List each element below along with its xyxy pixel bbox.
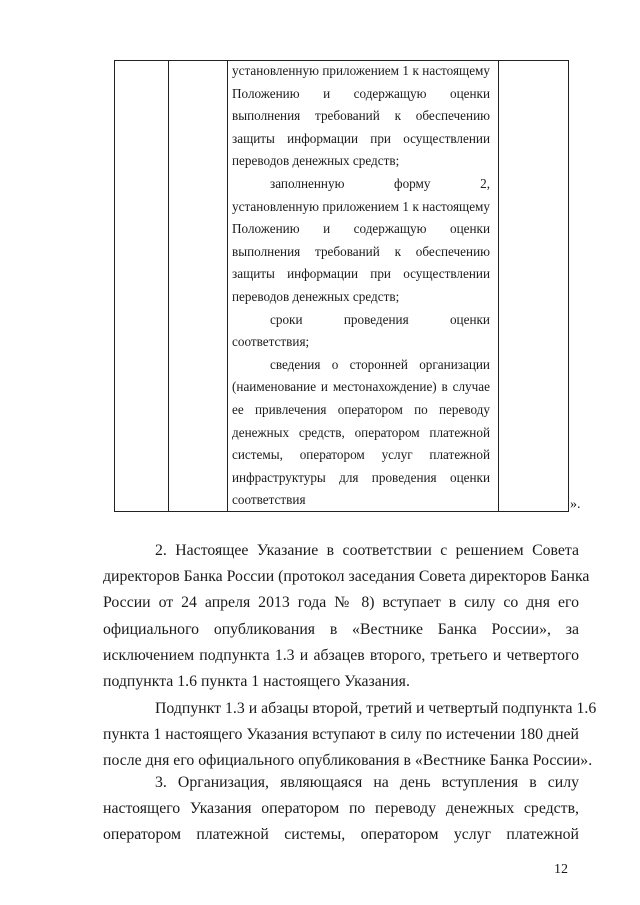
cell-line: сроки проведения оценки [270, 311, 490, 327]
cell-line: выполнения требований к обеспечению [232, 243, 490, 259]
table-column-line [498, 60, 499, 512]
cell-line: переводов денежных средств; [232, 153, 400, 169]
cell-line: Положению и содержащую оценки [232, 85, 490, 101]
paragraph-effective-date [103, 538, 590, 695]
cell-line: соответствия; [232, 334, 310, 350]
cell-line: защиты информации при осуществлении [232, 266, 490, 282]
cell-line: установленную приложением 1 к настоящему [232, 63, 490, 78]
paragraph-line: 2. Настоящее Указание в соответствии с решением Совета [155, 542, 579, 559]
cell-line: соответствия [232, 492, 306, 508]
cell-line: установленную приложением 1 к настоящему [232, 198, 490, 214]
table-cell-text [232, 60, 490, 512]
paragraph-line: после дня его официального опубликования в «Вестнике Банка России». [103, 752, 593, 770]
paragraph-line: пункта 1 настоящего Указания вступают в силу по истечении 180 дней [103, 726, 579, 744]
cell-line: заполненную форму 2, [270, 175, 490, 191]
cell-line: Положению и содержащую оценки [232, 221, 490, 237]
cell-line: денежных средств, оператором платежной [232, 424, 490, 440]
paragraph-organization [103, 770, 579, 849]
paragraph-line: директоров Банка России (протокол заседания Совета директоров Банка [103, 568, 590, 586]
cell-line: (наименование и местонахождение) в случае [232, 379, 490, 395]
paragraph-line: подпункта 1.6 пункта 1 настоящего Указания. [103, 673, 410, 691]
cell-line: защиты информации при осуществлении [232, 130, 490, 146]
paragraph-line: оператором платежной системы, оператором услуг платежной [103, 826, 579, 844]
paragraph-line: 3. Организация, являющаяся на день вступления в силу [155, 774, 579, 791]
paragraph-line: Подпункт 1.3 и абзацы второй, третий и четвертый подпункта 1.6 [155, 700, 597, 717]
cell-line: сведения о сторонней организации [270, 356, 490, 372]
table-column-line [168, 60, 169, 512]
paragraph-line: исключением подпункта 1.3 и абзацев второго, третьего и четвертого [103, 646, 579, 664]
page-number: 12 [554, 862, 568, 877]
cell-line: системы, оператором услуг платежной [232, 447, 490, 463]
cell-line: инфраструктуры для проведения оценки [232, 469, 490, 485]
paragraph-line: России от 24 апреля 2013 года № 8) вступает в силу со дня его [103, 594, 579, 612]
table-column-line [227, 60, 228, 512]
cell-line: выполнения требований к обеспечению [232, 108, 490, 124]
cell-line: ее привлечения оператором по переводу [232, 401, 490, 417]
table-column-line [114, 60, 115, 512]
paragraph-line: настоящего Указания оператором по переводу денежных средств, [103, 800, 579, 818]
closing-quote: ». [570, 497, 581, 512]
table-column-line [568, 60, 569, 512]
paragraph-line: официального опубликования в «Вестнике Банка России», за [103, 620, 579, 638]
paragraph-deferred-entry [103, 696, 597, 775]
cell-line: переводов денежных средств; [232, 288, 400, 304]
